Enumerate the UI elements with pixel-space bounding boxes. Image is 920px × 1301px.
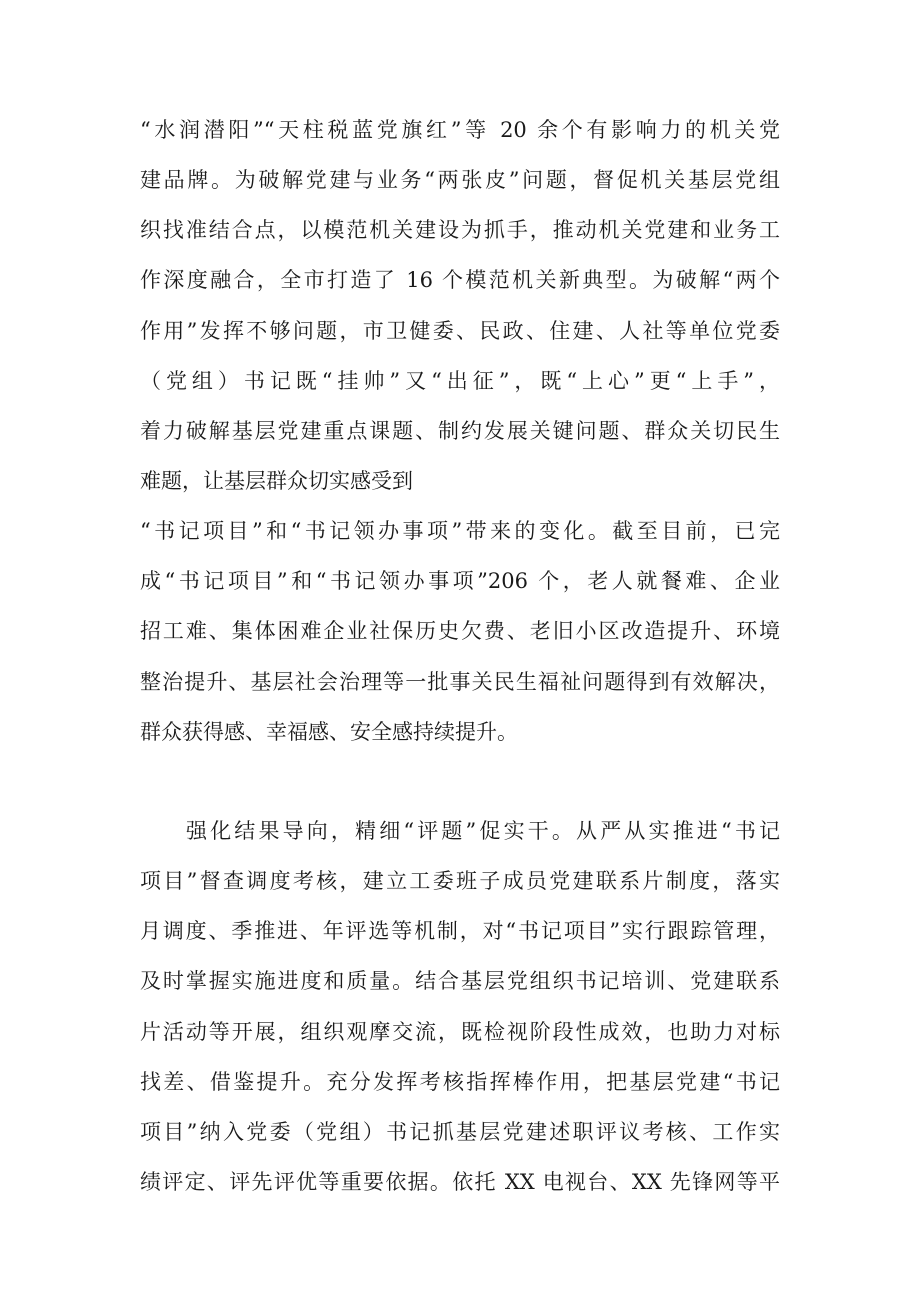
paragraph-line: 及时掌握实施进度和质量。结合基层党组织书记培训、党建联系 (140, 969, 780, 993)
paragraph-first-line: 强化结果导向，精细“评题”促实干。从严从实推进“书记 (186, 819, 780, 843)
paragraph-line-last: 群众获得感、幸福感、安全感持续提升。 (140, 720, 518, 744)
paragraph-line: 绩评定、评先评优等重要依据。依托 XX 电视台、XX 先锋网等平 (140, 1170, 780, 1194)
paragraph-line: “水润潜阳”“天柱税蓝党旗红”等 20 余个有影响力的机关党 (140, 118, 780, 142)
paragraph-line: 项目”督查调度考核，建立工委班子成员党建联系片制度，落实 (140, 869, 780, 893)
paragraph-line: 织找准结合点，以模范机关建设为抓手，推动机关党建和业务工 (140, 218, 780, 242)
paragraph-line: 找差、借鉴提升。充分发挥考核指挥棒作用，把基层党建“书记 (140, 1070, 780, 1094)
paragraph-line: “书记项目”和“书记领办事项”带来的变化。截至目前，已完 (140, 519, 780, 543)
paragraph-line: 项目”纳入党委（党组）书记抓基层党建述职评议考核、工作实 (140, 1120, 780, 1144)
paragraph-line: 着力破解基层党建重点课题、制约发展关键问题、群众关切民生 (140, 419, 780, 443)
paragraph-line: 月调度、季推进、年评选等机制，对“书记项目”实行跟踪管理， (140, 919, 780, 943)
paragraph-line: 作用”发挥不够问题，市卫健委、民政、住建、人社等单位党委 (140, 319, 780, 343)
paragraph-line: 片活动等开展，组织观摩交流，既检视阶段性成效，也助力对标 (140, 1020, 780, 1044)
paragraph-line: 建品牌。为破解党建与业务“两张皮”问题，督促机关基层党组 (140, 168, 780, 192)
paragraph-line: （党组）书记既“挂帅”又“出征”，既“上心”更“上手”， (140, 369, 780, 393)
paragraph-line: 成“书记项目”和“书记领办事项”206 个，老人就餐难、企业 (140, 569, 780, 593)
paragraph-line: 招工难、集体困难企业社保历史欠费、老旧小区改造提升、环境 (140, 619, 780, 643)
paragraph-line: 整治提升、基层社会治理等一批事关民生福祉问题得到有效解决， (140, 670, 780, 694)
paragraph-line: 作深度融合，全市打造了 16 个模范机关新典型。为破解“两个 (140, 268, 780, 292)
paragraph-line-last: 难题，让基层群众切实感受到 (140, 469, 413, 493)
